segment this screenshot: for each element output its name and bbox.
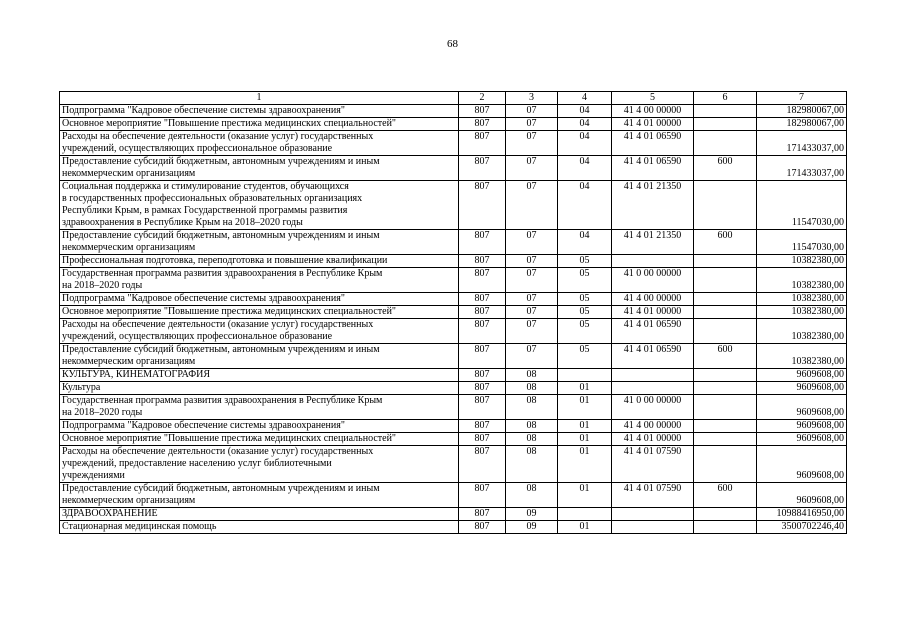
row-subsection bbox=[558, 369, 612, 382]
row-code: 807 bbox=[459, 395, 506, 420]
row-name: Государственная программа развития здравоохранения в Республике Крым на 2018–2020 годы bbox=[60, 395, 459, 420]
row-target-article: 41 4 01 06590 bbox=[612, 156, 694, 181]
row-section: 07 bbox=[506, 105, 558, 118]
row-target-article: 41 0 00 00000 bbox=[612, 395, 694, 420]
row-target-article bbox=[612, 255, 694, 268]
row-section: 08 bbox=[506, 433, 558, 446]
row-expense-type bbox=[694, 521, 757, 534]
row-expense-type bbox=[694, 181, 757, 230]
row-name: Расходы на обеспечение деятельности (оказание услуг) государственных учреждений, предоставление населению услуг библиотечными учреждениями bbox=[60, 446, 459, 483]
table-row bbox=[60, 344, 847, 369]
row-amount: 9609608,00 bbox=[757, 382, 847, 395]
row-target-article: 41 4 01 06590 bbox=[612, 131, 694, 156]
row-target-article bbox=[612, 382, 694, 395]
row-expense-type bbox=[694, 369, 757, 382]
row-subsection: 05 bbox=[558, 344, 612, 369]
row-amount: 171433037,00 bbox=[757, 156, 847, 181]
row-expense-type bbox=[694, 268, 757, 293]
row-subsection: 04 bbox=[558, 105, 612, 118]
column-header: 4 bbox=[558, 92, 612, 105]
row-name: Основное мероприятие "Повышение престижа медицинских специальностей" bbox=[60, 433, 459, 446]
row-name: Основное мероприятие "Повышение престижа медицинских специальностей" bbox=[60, 306, 459, 319]
row-amount: 9609608,00 bbox=[757, 433, 847, 446]
row-expense-type bbox=[694, 508, 757, 521]
row-expense-type bbox=[694, 433, 757, 446]
row-subsection: 01 bbox=[558, 395, 612, 420]
table-row bbox=[60, 433, 847, 446]
table-row bbox=[60, 420, 847, 433]
row-name: Стационарная медицинская помощь bbox=[60, 521, 459, 534]
row-target-article: 41 4 01 21350 bbox=[612, 230, 694, 255]
row-expense-type bbox=[694, 105, 757, 118]
row-expense-type bbox=[694, 382, 757, 395]
page-number: 68 bbox=[447, 38, 458, 50]
row-name: КУЛЬТУРА, КИНЕМАТОГРАФИЯ bbox=[60, 369, 459, 382]
row-amount: 9609608,00 bbox=[757, 420, 847, 433]
table-row bbox=[60, 483, 847, 508]
row-name: Предоставление субсидий бюджетным, автономным учреждениям и иным некоммерческим организациям bbox=[60, 156, 459, 181]
row-code: 807 bbox=[459, 483, 506, 508]
row-code: 807 bbox=[459, 105, 506, 118]
row-amount: 9609608,00 bbox=[757, 395, 847, 420]
row-expense-type: 600 bbox=[694, 344, 757, 369]
row-target-article: 41 4 00 00000 bbox=[612, 105, 694, 118]
row-name: ЗДРАВООХРАНЕНИЕ bbox=[60, 508, 459, 521]
table-row bbox=[60, 131, 847, 156]
table-row bbox=[60, 156, 847, 181]
row-code: 807 bbox=[459, 181, 506, 230]
row-expense-type bbox=[694, 293, 757, 306]
row-subsection: 05 bbox=[558, 293, 612, 306]
row-subsection: 01 bbox=[558, 521, 612, 534]
row-amount: 11547030,00 bbox=[757, 181, 847, 230]
row-expense-type bbox=[694, 255, 757, 268]
row-amount: 11547030,00 bbox=[757, 230, 847, 255]
row-code: 807 bbox=[459, 306, 506, 319]
row-target-article: 41 4 01 21350 bbox=[612, 181, 694, 230]
row-amount: 182980067,00 bbox=[757, 118, 847, 131]
row-amount: 9609608,00 bbox=[757, 369, 847, 382]
row-section: 07 bbox=[506, 293, 558, 306]
table-row bbox=[60, 508, 847, 521]
row-subsection: 04 bbox=[558, 230, 612, 255]
row-section: 07 bbox=[506, 156, 558, 181]
table-row bbox=[60, 105, 847, 118]
row-subsection: 05 bbox=[558, 255, 612, 268]
row-subsection: 01 bbox=[558, 420, 612, 433]
row-target-article: 41 4 01 00000 bbox=[612, 118, 694, 131]
row-amount: 9609608,00 bbox=[757, 446, 847, 483]
row-expense-type bbox=[694, 118, 757, 131]
table-row bbox=[60, 395, 847, 420]
row-section: 07 bbox=[506, 319, 558, 344]
row-expense-type bbox=[694, 306, 757, 319]
row-name: Предоставление субсидий бюджетным, автономным учреждениям и иным некоммерческим организациям bbox=[60, 230, 459, 255]
row-amount: 10382380,00 bbox=[757, 306, 847, 319]
row-target-article bbox=[612, 369, 694, 382]
row-section: 08 bbox=[506, 483, 558, 508]
row-amount: 171433037,00 bbox=[757, 131, 847, 156]
row-target-article: 41 4 01 07590 bbox=[612, 483, 694, 508]
row-code: 807 bbox=[459, 131, 506, 156]
row-section: 07 bbox=[506, 118, 558, 131]
row-section: 07 bbox=[506, 306, 558, 319]
row-section: 07 bbox=[506, 230, 558, 255]
table-header-row bbox=[60, 92, 847, 105]
row-name: Профессиональная подготовка, переподготовка и повышение квалификации bbox=[60, 255, 459, 268]
row-code: 807 bbox=[459, 255, 506, 268]
column-header: 3 bbox=[506, 92, 558, 105]
row-subsection: 01 bbox=[558, 433, 612, 446]
row-amount: 10988416950,00 bbox=[757, 508, 847, 521]
row-target-article bbox=[612, 521, 694, 534]
row-code: 807 bbox=[459, 230, 506, 255]
row-target-article: 41 4 01 06590 bbox=[612, 344, 694, 369]
row-code: 807 bbox=[459, 118, 506, 131]
column-header: 7 bbox=[757, 92, 847, 105]
row-amount: 10382380,00 bbox=[757, 344, 847, 369]
column-header: 5 bbox=[612, 92, 694, 105]
row-section: 08 bbox=[506, 395, 558, 420]
row-expense-type bbox=[694, 446, 757, 483]
row-target-article: 41 4 01 00000 bbox=[612, 306, 694, 319]
row-section: 09 bbox=[506, 508, 558, 521]
row-section: 09 bbox=[506, 521, 558, 534]
row-code: 807 bbox=[459, 268, 506, 293]
row-code: 807 bbox=[459, 420, 506, 433]
row-expense-type bbox=[694, 319, 757, 344]
row-target-article: 41 4 01 06590 bbox=[612, 319, 694, 344]
row-amount: 9609608,00 bbox=[757, 483, 847, 508]
table-row bbox=[60, 181, 847, 230]
row-name: Основное мероприятие "Повышение престижа медицинских специальностей" bbox=[60, 118, 459, 131]
row-target-article: 41 0 00 00000 bbox=[612, 268, 694, 293]
row-amount: 10382380,00 bbox=[757, 268, 847, 293]
row-subsection: 01 bbox=[558, 483, 612, 508]
row-expense-type: 600 bbox=[694, 156, 757, 181]
row-code: 807 bbox=[459, 369, 506, 382]
row-amount: 182980067,00 bbox=[757, 105, 847, 118]
row-expense-type bbox=[694, 395, 757, 420]
table-row bbox=[60, 230, 847, 255]
row-subsection: 05 bbox=[558, 306, 612, 319]
table-row bbox=[60, 255, 847, 268]
row-code: 807 bbox=[459, 446, 506, 483]
table-row bbox=[60, 446, 847, 483]
row-code: 807 bbox=[459, 521, 506, 534]
row-section: 08 bbox=[506, 446, 558, 483]
row-code: 807 bbox=[459, 508, 506, 521]
row-expense-type bbox=[694, 131, 757, 156]
row-subsection: 04 bbox=[558, 156, 612, 181]
row-section: 08 bbox=[506, 382, 558, 395]
row-amount: 10382380,00 bbox=[757, 293, 847, 306]
row-section: 07 bbox=[506, 255, 558, 268]
row-target-article bbox=[612, 508, 694, 521]
row-name: Подпрограмма "Кадровое обеспечение системы здравоохранения" bbox=[60, 293, 459, 306]
table-row bbox=[60, 268, 847, 293]
row-code: 807 bbox=[459, 382, 506, 395]
row-name: Культура bbox=[60, 382, 459, 395]
row-code: 807 bbox=[459, 319, 506, 344]
row-name: Социальная поддержка и стимулирование студентов, обучающихся в государственных профессиональных образовательных организациях Республики Крым, в рамках Государственной программы развития здравоохранения в Республике Крым на 2018–2020 годы bbox=[60, 181, 459, 230]
row-subsection: 04 bbox=[558, 181, 612, 230]
column-header: 6 bbox=[694, 92, 757, 105]
row-section: 07 bbox=[506, 344, 558, 369]
row-name: Предоставление субсидий бюджетным, автономным учреждениям и иным некоммерческим организациям bbox=[60, 483, 459, 508]
row-section: 07 bbox=[506, 181, 558, 230]
row-name: Подпрограмма "Кадровое обеспечение системы здравоохранения" bbox=[60, 420, 459, 433]
row-subsection: 05 bbox=[558, 319, 612, 344]
table-row bbox=[60, 382, 847, 395]
row-amount: 10382380,00 bbox=[757, 319, 847, 344]
row-expense-type bbox=[694, 420, 757, 433]
column-header: 1 bbox=[60, 92, 459, 105]
row-name: Государственная программа развития здравоохранения в Республике Крым на 2018–2020 годы bbox=[60, 268, 459, 293]
row-code: 807 bbox=[459, 293, 506, 306]
row-code: 807 bbox=[459, 344, 506, 369]
row-section: 08 bbox=[506, 369, 558, 382]
row-section: 07 bbox=[506, 268, 558, 293]
column-header: 2 bbox=[459, 92, 506, 105]
table-row bbox=[60, 319, 847, 344]
row-subsection: 01 bbox=[558, 446, 612, 483]
row-target-article: 41 4 01 00000 bbox=[612, 433, 694, 446]
row-subsection: 05 bbox=[558, 268, 612, 293]
row-section: 08 bbox=[506, 420, 558, 433]
table-row bbox=[60, 306, 847, 319]
row-expense-type: 600 bbox=[694, 230, 757, 255]
row-target-article: 41 4 00 00000 bbox=[612, 420, 694, 433]
row-name: Расходы на обеспечение деятельности (оказание услуг) государственных учреждений, осуществляющих профессиональное образование bbox=[60, 319, 459, 344]
row-target-article: 41 4 00 00000 bbox=[612, 293, 694, 306]
row-name: Предоставление субсидий бюджетным, автономным учреждениям и иным некоммерческим организациям bbox=[60, 344, 459, 369]
row-code: 807 bbox=[459, 433, 506, 446]
row-code: 807 bbox=[459, 156, 506, 181]
row-subsection: 04 bbox=[558, 131, 612, 156]
row-expense-type: 600 bbox=[694, 483, 757, 508]
budget-table bbox=[59, 91, 847, 534]
row-amount: 10382380,00 bbox=[757, 255, 847, 268]
table-row bbox=[60, 521, 847, 534]
row-amount: 3500702246,40 bbox=[757, 521, 847, 534]
table-row bbox=[60, 293, 847, 306]
row-subsection: 01 bbox=[558, 382, 612, 395]
row-target-article: 41 4 01 07590 bbox=[612, 446, 694, 483]
table-row bbox=[60, 118, 847, 131]
row-subsection bbox=[558, 508, 612, 521]
table-row bbox=[60, 369, 847, 382]
row-section: 07 bbox=[506, 131, 558, 156]
row-name: Расходы на обеспечение деятельности (оказание услуг) государственных учреждений, осуществляющих профессиональное образование bbox=[60, 131, 459, 156]
row-subsection: 04 bbox=[558, 118, 612, 131]
row-name: Подпрограмма "Кадровое обеспечение системы здравоохранения" bbox=[60, 105, 459, 118]
